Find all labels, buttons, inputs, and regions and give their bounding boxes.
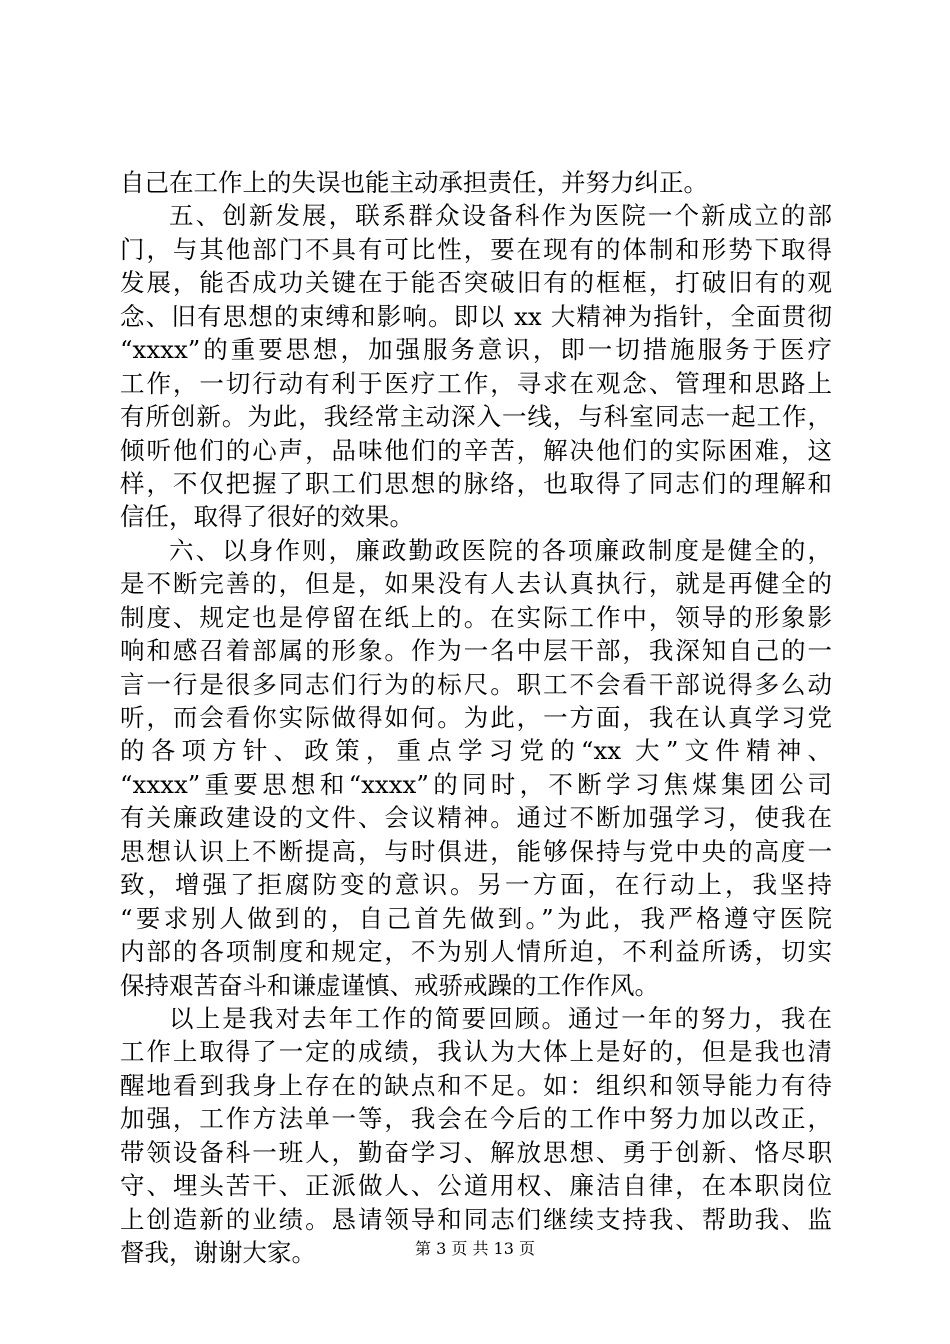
text-line: “要求别人做到的，自己首先做到。”为此，我严格遵守医院 (120, 903, 832, 933)
text-line: 门，与其他部门不具有可比性，要在现有的体制和形势下取得 (120, 234, 832, 264)
document-body (120, 166, 832, 1269)
paragraph (120, 166, 832, 199)
text-line: “xxxx”重要思想和“xxxx”的同时，不断学习焦煤集团公司 (120, 769, 832, 799)
paragraph (120, 1002, 832, 1270)
text-line: 督我，谢谢大家。 (120, 1238, 316, 1267)
text-line: 加强，工作方法单一等，我会在今后的工作中努力加以改正， (120, 1104, 832, 1134)
text-line: 工作上取得了一定的成绩，我认为大体上是好的，但是我也清 (120, 1037, 832, 1067)
text-line: 上创造新的业绩。恳请领导和同志们继续支持我、帮助我、监 (120, 1204, 832, 1234)
text-line: 工作，一切行动有利于医疗工作，寻求在观念、管理和思路上 (120, 368, 832, 398)
text-line: 的各项方针、政策，重点学习党的“xx 大”文件精神、 (120, 736, 832, 766)
paragraph (120, 199, 832, 533)
text-line: 致，增强了拒腐防变的意识。另一方面，在行动上，我坚持 (120, 870, 832, 900)
text-line: 念、旧有思想的束缚和影响。即以 xx 大精神为指针，全面贯彻 (120, 301, 832, 331)
text-line: 保持艰苦奋斗和谦虚谨慎、戒骄戒躁的工作作风。 (120, 970, 659, 1000)
text-line: 响和感召着部属的形象。作为一名中层干部，我深知自己的一 (120, 636, 832, 666)
text-line: 五、创新发展，联系群众设备科作为医院一个新成立的部 (169, 201, 832, 231)
text-line: 醒地看到我身上存在的缺点和不足。如：组织和领导能力有待 (120, 1070, 832, 1100)
text-line: 听，而会看你实际做得如何。为此，一方面，我在认真学习党 (120, 703, 832, 732)
text-line: 是不断完善的，但是，如果没有人去认真执行，就是再健全的 (120, 569, 832, 599)
text-line: 带领设备科一班人，勤奋学习、解放思想、勇于创新、恪尽职 (120, 1137, 832, 1167)
text-line: 思想认识上不断提高，与时俱进，能够保持与党中央的高度一 (120, 836, 832, 866)
text-line: 信任，取得了很好的效果。 (120, 502, 414, 532)
text-line: 守、埋头苦干、正派做人、公道用权、廉洁自律，在本职岗位 (120, 1171, 832, 1201)
text-line: “xxxx”的重要思想，加强服务意识，即一切措施服务于医疗 (120, 335, 832, 365)
text-line: 样，不仅把握了职工们思想的脉络，也取得了同志们的理解和 (120, 468, 832, 498)
text-line: 制度、规定也是停留在纸上的。在实际工作中，领导的形象影 (120, 602, 832, 632)
text-line: 以上是我对去年工作的简要回顾。通过一年的努力，我在 (169, 1003, 832, 1033)
text-line: 有所创新。为此，我经常主动深入一线，与科室同志一起工作， (120, 402, 832, 432)
text-line: 内部的各项制度和规定，不为别人情所迫，不利益所诱，切实 (120, 937, 832, 967)
paragraph (120, 534, 832, 1002)
text-line: 言一行是很多同志们行为的标尺。职工不会看干部说得多么动 (120, 669, 832, 699)
text-line: 六、以身作则，廉政勤政医院的各项廉政制度是健全的， (169, 535, 832, 565)
page-footer: 第 3 页 共 13 页 (415, 1239, 535, 1258)
text-line: 自己在工作上的失误也能主动承担责任，并努力纠正。 (120, 168, 708, 197)
text-line: 倾听他们的心声，品味他们的辛苦，解决他们的实际困难，这 (120, 435, 832, 465)
text-line: 发展，能否成功关键在于能否突破旧有的框框，打破旧有的观 (120, 268, 832, 298)
text-line: 有关廉政建设的文件、会议精神。通过不断加强学习，使我在 (120, 803, 832, 833)
